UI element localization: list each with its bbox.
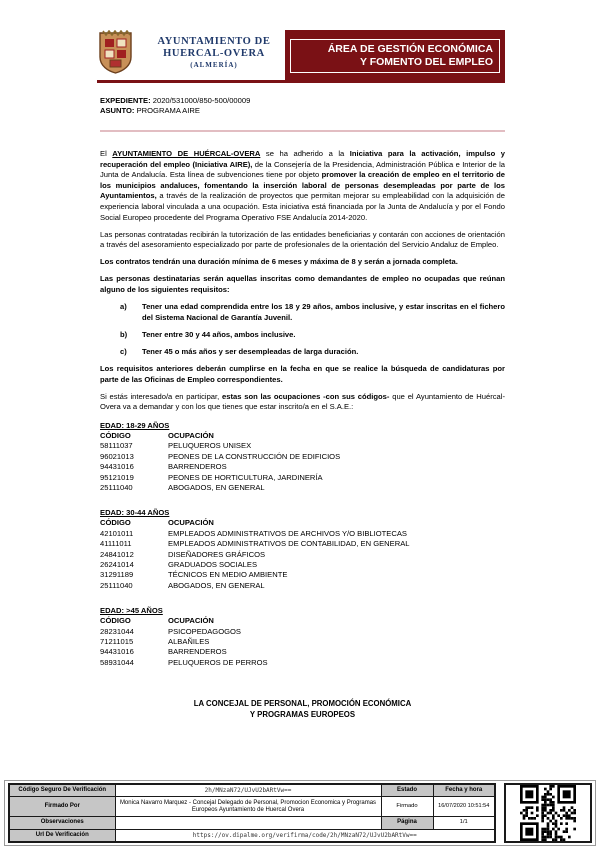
occupation-code: 42101011 <box>100 528 134 538</box>
paragraph <box>100 274 505 295</box>
observaciones-value <box>115 817 381 829</box>
text-run: Tener 45 o más años y ser desempleadas de larga duración. <box>142 346 359 356</box>
occupation-code: 28231044 <box>100 626 134 636</box>
expediente-label: EXPEDIENTE: <box>100 96 151 105</box>
document-header <box>97 30 505 83</box>
verification-footer <box>4 780 596 846</box>
text-run: se ha adherido a la <box>260 149 350 158</box>
requirement-item <box>100 330 505 341</box>
occupation-row <box>100 550 505 560</box>
qr-box <box>504 783 592 843</box>
occupation-table-header <box>100 616 505 626</box>
document-meta <box>100 96 505 116</box>
asunto-value: PROGRAMA AIRE <box>136 106 200 115</box>
pagina-value: 1/1 <box>433 817 495 829</box>
url-label: Url De Verificación <box>9 829 115 842</box>
occupation-name: PEONES DE LA CONSTRUCCIÓN DE EDIFICIOS <box>168 451 341 461</box>
occupation-groups <box>100 420 505 668</box>
organization-name <box>143 36 285 70</box>
occupation-code: 96021013 <box>100 451 134 461</box>
occupation-name: GRADUADOS SOCIALES <box>168 559 258 569</box>
occupation-row <box>100 647 505 657</box>
occupation-row <box>100 539 505 549</box>
text-run: estas son las ocupaciones -con sus códigos- <box>222 391 390 401</box>
verification-url-link[interactable]: https://ov.dipalme.org/verifirma/code/2h/MNzaN72/UJvU2bARtVw== <box>192 831 417 839</box>
org-name-line2: HUERCAL-OVERA <box>163 47 265 59</box>
occupation-code: 94431016 <box>100 462 134 472</box>
occupation-row <box>100 637 505 647</box>
header-left <box>97 30 285 83</box>
org-name-line3: (ALMERÍA) <box>190 60 238 69</box>
occupation-code: 31291189 <box>100 570 134 580</box>
occupation-row <box>100 529 505 539</box>
asunto-line <box>100 106 505 116</box>
occupation-code: 95121019 <box>100 472 134 482</box>
text-run: Tener entre 30 y 44 años, ambos inclusive. <box>142 329 296 339</box>
occupation-row <box>100 483 505 493</box>
occupation-code: 71211015 <box>100 636 134 646</box>
occupation-name: EMPLEADOS ADMINISTRATIVOS DE CONTABILIDAD, EN GENERAL <box>168 539 410 549</box>
occupation-name: EMPLEADOS ADMINISTRATIVOS DE ARCHIVOS Y/O BIBLIOTECAS <box>168 528 407 538</box>
text-run: a través de la realización de proyectos que permitan mejorar su empleabilidad con la adquisición de experiencia laboral vinculada a una ocupación. Esta iniciativa está financiada por la Junta de Andalucía y por el Fondo Social Europeo procedente del Programa Operativo FSE Andalucía 2014-2020. <box>100 191 505 222</box>
text-run: Las personas destinatarias serán aquellas inscritas como demandantes de empleo no ocupadas que reúnan alguno de los siguientes requisitos: <box>100 274 505 295</box>
occupation-column-header: OCUPACIÓN <box>168 518 214 528</box>
occupation-code: 25111040 <box>100 580 133 590</box>
occupation-row <box>100 570 505 580</box>
occupation-code: 24841012 <box>100 549 134 559</box>
paragraph <box>100 392 505 413</box>
occupation-code: 26241014 <box>100 559 134 569</box>
age-group-title: EDAD: >45 AÑOS <box>100 606 163 616</box>
expediente-line <box>100 96 505 106</box>
text-run: Los requisitos anteriores deberán cumplirse en la fecha en que se realice la búsqueda de candidaturas por parte de las Oficinas de Empleo correspondientes. <box>100 364 505 384</box>
occupation-code: 58931044 <box>100 657 134 667</box>
requirement-item <box>100 347 505 358</box>
text-run: Los contratos tendrán una duración mínima de 6 meses y máxima de 8 y serán a jornada completa. <box>100 257 458 267</box>
occupation-group <box>100 605 505 668</box>
occupation-row <box>100 627 505 637</box>
occupation-table-header <box>100 431 505 441</box>
verification-table <box>8 783 496 843</box>
paragraph <box>100 257 505 268</box>
signature-block <box>100 698 505 720</box>
occupation-code: 25111040 <box>100 482 133 492</box>
text-run: que el Ayuntamiento de Huércal-Overa va a demandar y con los que tienes que estar inscrito/a en el S.A.E.: <box>100 391 505 412</box>
code-column-header: CÓDIGO <box>100 616 131 626</box>
banner-line2: Y FOMENTO DEL EMPLEO <box>359 56 493 68</box>
separator-rule <box>100 130 505 132</box>
department-banner-text <box>290 39 500 73</box>
occupation-name: PELUQUEROS DE PERROS <box>168 657 268 667</box>
list-marker: c) <box>120 346 127 356</box>
banner-line1: ÁREA DE GESTIÓN ECONÓMICA <box>327 43 493 55</box>
occupation-row <box>100 441 505 451</box>
paragraph <box>100 149 505 223</box>
csv-label: Código Seguro De Verificación <box>9 784 115 797</box>
org-name-line1: AYUNTAMIENTO DE <box>157 35 271 47</box>
occupation-code: 41111011 <box>100 539 132 549</box>
requirement-item <box>100 302 505 323</box>
text-run: El <box>100 149 113 158</box>
age-group-title: EDAD: 30-44 AÑOS <box>100 508 170 518</box>
firmado-por-value: Monica Navarro Marquez - Concejal Delegado de Personal, Promocion Economica y Programas Europeos Ayuntamiento de Huercal Overa <box>115 797 381 817</box>
coat-of-arms-icon <box>97 30 134 75</box>
csv-value: 2h/MNzaN72/UJvU2bARtVw== <box>115 784 381 797</box>
paragraph <box>100 364 505 385</box>
occupation-code: 58111037 <box>100 441 133 451</box>
signature-line2: Y PROGRAMAS EUROPEOS <box>249 710 356 720</box>
text-run: promover la creación de empleo en el territorio de los municipios andaluces, fomentando la inserción laboral de personas desempleadas por parte de los Ayuntamientos, <box>100 170 506 201</box>
estado-label: Estado <box>381 784 433 797</box>
department-banner <box>285 30 505 83</box>
occupation-group <box>100 507 505 591</box>
code-column-header: CÓDIGO <box>100 518 131 528</box>
occupation-column-header: OCUPACIÓN <box>168 430 214 440</box>
occupation-code: 94431016 <box>100 647 134 657</box>
fecha-value: 16/07/2020 10:51:54 <box>433 797 495 817</box>
text-run: Iniciativa para la activación, impulso y recuperación del empleo (Iniciativa AIRE), <box>100 149 505 169</box>
url-value-cell <box>115 829 495 842</box>
occupation-row <box>100 560 505 570</box>
code-column-header: CÓDIGO <box>100 430 131 440</box>
occupation-name: BARRENDEROS <box>168 647 227 657</box>
occupation-row <box>100 581 505 591</box>
text-run: Tener una edad comprendida entre los 18 y 29 años, ambos inclusive, y estar inscritas en el fichero del Sistema Nacional de Garantía Juvenil. <box>142 302 505 322</box>
occupation-row <box>100 462 505 472</box>
document-body <box>100 149 505 720</box>
occupation-name: ABOGADOS, EN GENERAL <box>168 482 265 492</box>
list-marker: b) <box>120 329 128 339</box>
occupation-name: DISEÑADORES GRÁFICOS <box>168 549 266 559</box>
pagina-label: Página <box>381 817 433 829</box>
text-run: de la Consejería de la Presidencia, Administración Pública e Interior de la Junta de Andalucía. Esta línea de subvenciones tiene por objeto <box>100 159 506 180</box>
occupation-name: ABOGADOS, EN GENERAL <box>168 580 265 590</box>
text-run: Si estás interesado/a en participar, <box>100 391 223 401</box>
occupation-name: PEONES DE HORTICULTURA, JARDINERÍA <box>168 472 323 482</box>
occupation-name: TÉCNICOS EN MEDIO AMBIENTE <box>168 570 288 580</box>
signature-line1: LA CONCEJAL DE PERSONAL, PROMOCIÓN ECONÓMICA <box>193 699 412 709</box>
expediente-value: 2020/531000/850-500/00009 <box>152 96 251 105</box>
occupation-column-header: OCUPACIÓN <box>168 616 214 626</box>
paragraph <box>100 230 505 251</box>
occupation-name: PSICOPEDAGOGOS <box>168 626 242 636</box>
age-group-title: EDAD: 18-29 AÑOS <box>100 420 170 430</box>
estado-value: Firmado <box>381 797 433 817</box>
text-run: Las personas contratadas recibirán la tutorización de las entidades beneficiarias y contarán con acciones de orientación a través del asesoramiento especializado por parte de profesionales de la orientación del Servicio Andaluz de Empleo. <box>100 229 505 250</box>
occupation-name: BARRENDEROS <box>168 462 227 472</box>
firmado-por-label: Firmado Por <box>9 797 115 817</box>
occupation-row <box>100 473 505 483</box>
text-run: AYUNTAMIENTO DE HUÉRCAL-OVERA <box>112 149 261 158</box>
body-blocks <box>100 149 505 413</box>
occupation-row <box>100 452 505 462</box>
occupation-name: PELUQUEROS UNISEX <box>168 441 252 451</box>
asunto-label: ASUNTO: <box>100 106 135 115</box>
occupation-row <box>100 658 505 668</box>
occupation-table-header <box>100 518 505 528</box>
list-marker: a) <box>120 302 127 312</box>
occupation-name: ALBAÑILES <box>168 636 210 646</box>
qr-code-icon <box>520 785 576 841</box>
observaciones-label: Observaciones <box>9 817 115 829</box>
fecha-label: Fecha y hora <box>433 784 495 797</box>
occupation-group <box>100 420 505 493</box>
